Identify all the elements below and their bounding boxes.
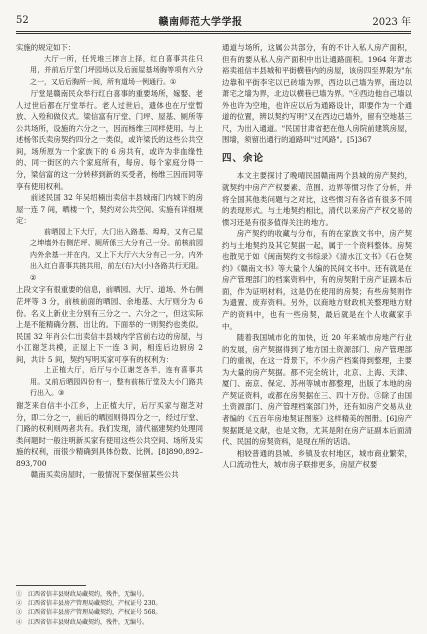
left-column [16,42,203,481]
footnote-rule [16,585,86,586]
paragraph: 实施的规定如下： [16,43,76,52]
paragraph: 通道与场所，这属公共部分，有的不计入私人房产面积，但有的要从私人房产面积中出让通路面积。1964 年萧志裕卖祖信丰县城和平街横巷内的房屋，该房四至界限为"东边靠和平街李宅以已砖墙为界，西边以己墙为界，南边以萧宅之墙为界，北边以横巷已墙为界。"④西边他自己墙以外也许为空地，也许应以后为通路设计，即要作为一个通道的位置，辨以契约写明"又在西边已墙外，留有空地基三尺，为出入通道。"民国甘肃省把在他人房院前建筑房屋，围墙，须留出通行的道路叫"过风路"。[5]367 [222,43,412,145]
paragraph: 厅堂是赣南民众举行红白喜事的重要场所，嫁娶、老人过世后都在厅堂举行。老人过世后，遗体也在厅堂暂放、入殓和做仪式。梁信富有厅堂、门坪、屋基、厕所等公共场所，设施的六分之一，因而杨维三同样使用。与上述杨邻氏卖房契约四分之一类似，或许梁氏的这些公共空间，场所原为一个家族下的 6 房共有，或许为非血缘性的、同一街区的六个家庭所有，每房、每个家庭分得一分，梁信富的这一分转移到新的买受者，杨维三因而同等享有使用权利。 [16,89,203,191]
footnote: ① 江西省信丰县财政局藏契约，残件，无编号。 [16,591,149,598]
page-number: 52 [16,14,29,26]
paragraph: 随着我国城市化的加快，近 20 年来城市房地产行业的发展，房产契据得到了地方国土资源部门、房产管理部门的重视，在这一背景下，不少房产档案得到整理，主要为大量的房产契据。都不完全统计，北京、上海、天津、厦门、南京、保定、苏州等城市都整理，出版了本地的房产契证资料，或都在房契据在三、四十万份。⑤除了由国土资源部门、房产管理档案部门外，还有如房产交易从业者编的《五百年房地契证图鉴》这样精美的图册。[6]房产契据既是文献，也是文物，尤其是附在房产证副本后面清代、民国的房契资料，是现在所的话语。 [222,333,412,447]
quote-text: 上正植大厅，后厅与小江谢芝各半，连有喜事共用。又前后晒园四份有一，整有前栋厅堂及大小门路共行出入。③ [30,366,203,398]
header-rule-thin [16,33,411,34]
quote-text: 前晒园上下大厅，大门出入路基、埠埠，又有己屋之坤墙外右侧茫坪、厕所係三大分有己一分。前核前园内外余基一并在内，又上下大厅六大分有己一分，内外出入红白喜事共挑共用，前左(右)大(小)各路共行无阻。② [30,227,203,282]
right-column [222,42,412,471]
journal-title: 赣南师范大学学报 [158,16,243,28]
header-rule [16,31,411,32]
footnotes [16,590,216,627]
block-quote [16,54,203,89]
paragraph: 谢芝来自信丰小江乡，上正植大厅，后厅买家与谢芝对分，即二分之一，前后的晒园则得四分之一，经过厅堂、门路的权利则两者共有。我们发现，清代福建契约处理同类问题时一般注明新买家有使用这些公共空间、场所及实施的权利，而很少精确到具体份数、比例。[8]890,892–893,700 [16,400,203,468]
block-quote [16,227,203,285]
footnote: ③ 江西省信丰县房产管理局藏契约，产权证号 568。 [16,609,162,617]
paragraph: 本文主要探讨了晚晴民国赣南两个县城的房产契约，就契约中房产产权要素、范围、边界等惯习作了分析，并将全国其他类问题与之对比，这些惯习有各省有很多不同的表现形式。与土地契约相比，清代以来房产产权交易的惯习还是有很多值得关注的地方。 [222,171,412,227]
block-quote [16,365,203,400]
paragraph: 前述民国 32 年吴绍楠出卖信丰县城南门内城下的房屋一连 7 间，晒楼一个，契约对公共空间、实施有详细规定： [16,193,203,226]
paragraph: 房产契约的收藏与分布，有的在家族文书中，房产契约与土地契约及其它契据一起，属于一个资料整体。房契也散见于如《闽南契约文书综录》《清水江文书》《石仓契约》《赣南文书》等大量个人编的民间文书中。还有就是在房产管理部门的档案资料中，有的房契附于房产证副本后面，作为证明材料，这是仍在使用的房契；有些房契则作为遗置、废弃资料。另外，以商地方财政机关整理地方财产的资料中，也有一些房契，最后就是在个人收藏家手中。 [222,229,412,331]
publication-year: 2023 年 [372,16,411,28]
section-heading: 四、余论 [222,152,265,164]
paragraph: 相较普通的县城、乡镇及农村地区，城市商业繁荣，人口流动性大，城市房子联排更多，房屋产权要 [222,448,412,470]
footnote: ④ 江西省信丰县财政局藏契约，残件，无编号。 [16,618,149,626]
page-header [16,12,411,28]
footnote: ② 江西省信丰县房产管理局藏契约，产权证号 230。 [16,600,162,608]
quote-text: 大厅一所，任凭堆三摔言上择，红白喜事共往只用，并前后厅堂门坪园场以及后面屋基场胸等项有六分之一，又后后胸所一间，所有道场一例通行。① [30,54,203,86]
paragraph: 赣南买卖房屋时，一般情况下要保留某些公共 [30,470,179,480]
paragraph: 上段文字有很重要的信息，前晒园、大厅、道场、外右侧茫坪等 3 分，前核前面的晒园、余地基、大厅则分为 6 份。名义上新业主分别有三分之一、六分之一，但这实际上是不能精确分割、出让的。下面举的一则契约也类似。民国 32 年肖公仁出卖信丰县城内学宫前右边的房屋，与小江谢芝共模，正屋上下一连 3 间，相连后边厨房 2 间，共计 5 间，契约写明买家可享有的权利为： [16,285,203,364]
